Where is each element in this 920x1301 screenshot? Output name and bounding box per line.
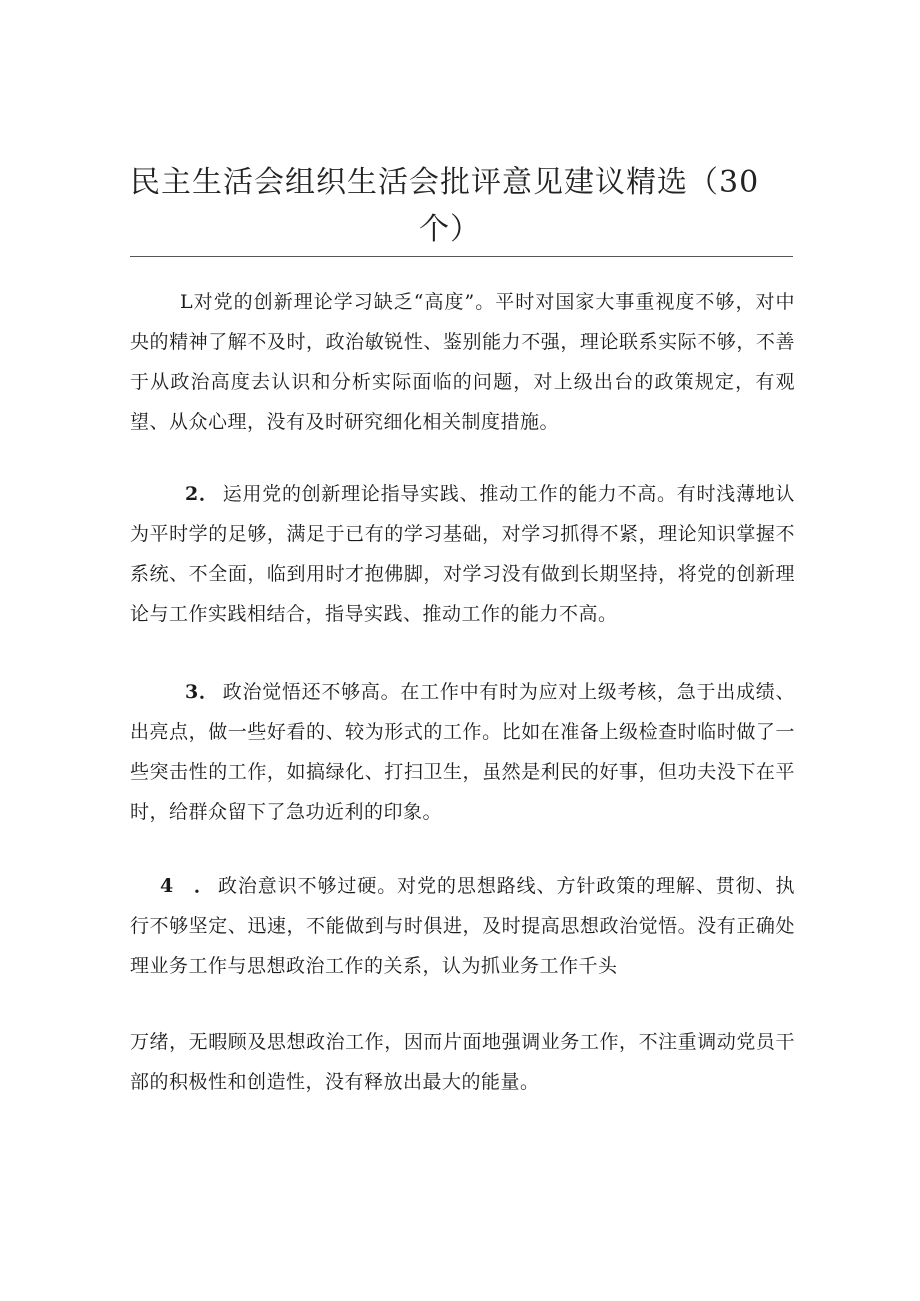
paragraph-text: 对党的创新理论学习缺乏“高度”。平时对国家大事重视度不够，对中央的精神了解不及时，政治敏锐性、鉴别能力不强，理论联系实际不够，不善于从政治高度去认识和分析实际面临的问题，对上级出台的政策规定，有观望、从众心理，没有及时研究细化相关制度措施。: [130, 291, 795, 433]
document-title: [130, 163, 790, 249]
paragraph-1: [130, 282, 795, 442]
paragraph-text: 万绪，无暇顾及思想政治工作，因而片面地强调业务工作，不注重调动党员干部的积极性和创造性，没有释放出最大的能量。: [130, 1031, 795, 1093]
paragraph-4: [130, 866, 795, 986]
title-divider: [130, 256, 793, 257]
paragraph-4-continued: [130, 1022, 795, 1102]
paragraph-number: L: [180, 291, 194, 313]
paragraph-2: [130, 474, 795, 634]
paragraph-text: 政治意识不够过硬。对党的思想路线、方针政策的理解、贯彻、执行不够坚定、迅速，不能做到与时俱进，及时提高思想政治觉悟。没有正确处理业务工作与思想政治工作的关系，认为抓业务工作千头: [130, 875, 795, 977]
paragraph-number: 2．: [185, 483, 219, 505]
paragraph-number: 4 ．: [160, 875, 214, 897]
paragraph-number: 3．: [185, 681, 219, 703]
paragraph-text: 运用党的创新理论指导实践、推动工作的能力不高。有时浅薄地认为平时学的足够，满足于已有的学习基础，对学习抓得不紧，理论知识掌握不系统、不全面，临到用时才抱佛脚，对学习没有做到长期坚持，将党的创新理论与工作实践相结合，指导实践、推动工作的能力不高。: [130, 483, 795, 625]
title-line-2: 个）: [419, 212, 481, 247]
title-line-1: 民主生活会组织生活会批评意见建议精选（30: [130, 165, 760, 200]
paragraph-3: [130, 672, 795, 832]
paragraph-text: 政治觉悟还不够高。在工作中有时为应对上级考核，急于出成绩、出亮点，做一些好看的、较为形式的工作。比如在准备上级检查时临时做了一些突击性的工作，如搞绿化、打扫卫生，虽然是利民的好事，但功夫没下在平时，给群众留下了急功近利的印象。: [130, 681, 795, 823]
